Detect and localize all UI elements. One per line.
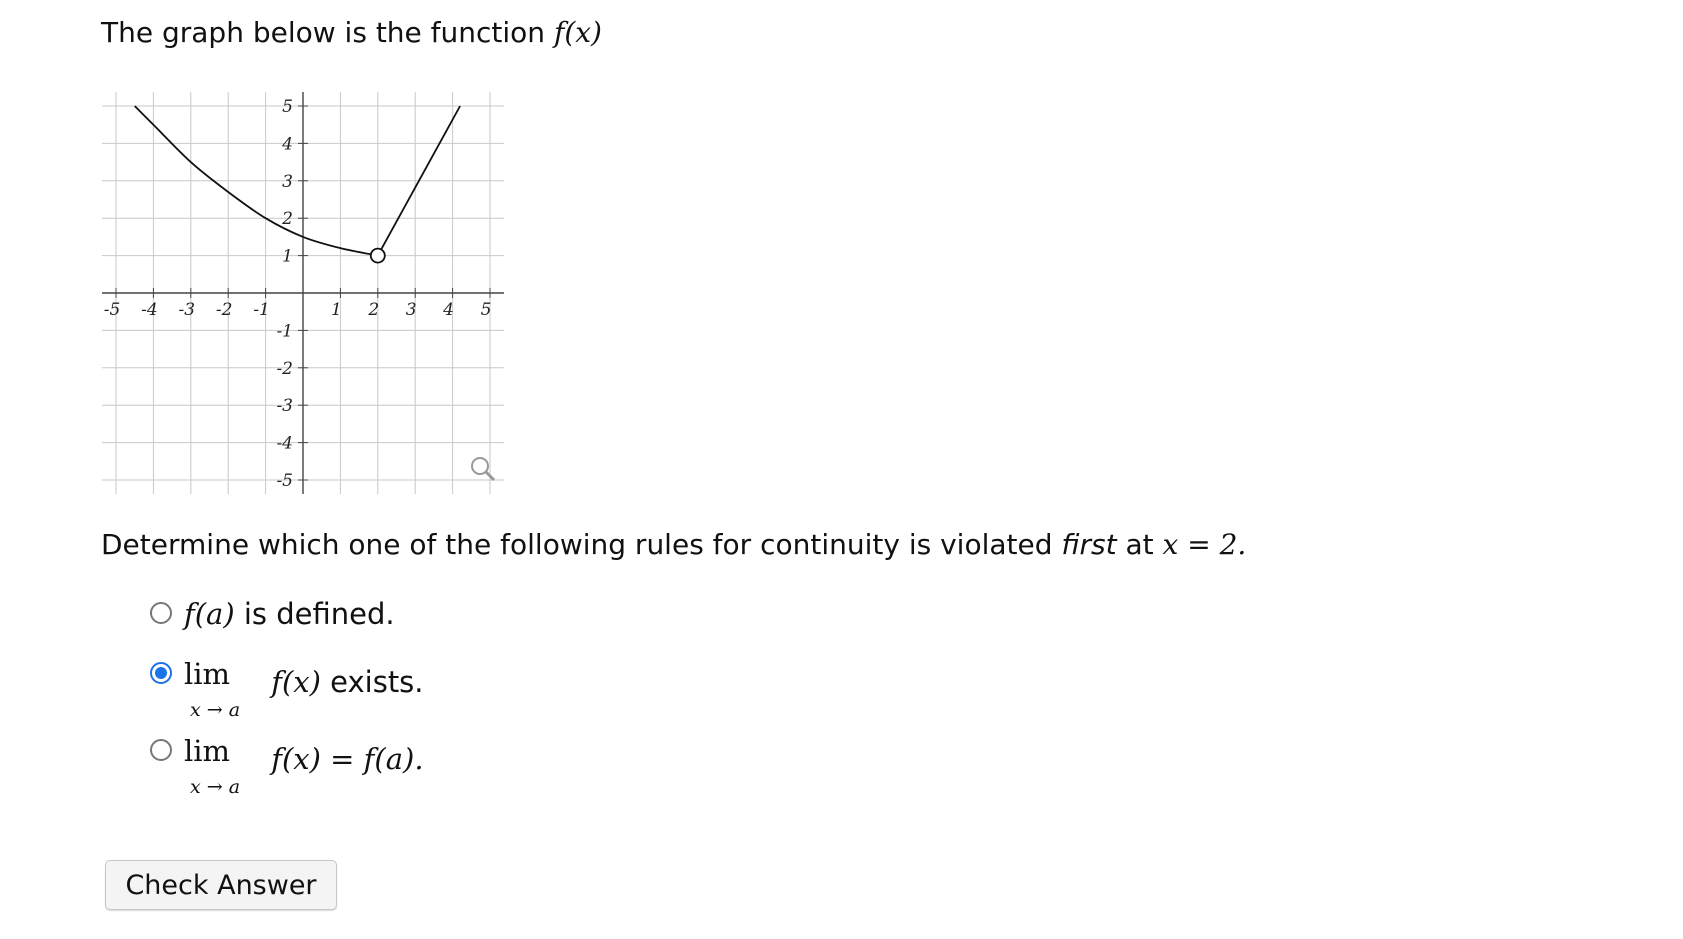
lim-word: lim: [184, 734, 231, 768]
x-tick-label: 3: [405, 300, 417, 320]
x-tick-label: -1: [253, 300, 270, 320]
x-tick-label: 2: [368, 300, 380, 320]
y-tick-label: 2: [282, 209, 293, 230]
magnifier-icon[interactable]: [472, 458, 494, 480]
y-tick-label: 3: [282, 171, 293, 192]
x-tick-label: -5: [103, 300, 121, 320]
option-text: [184, 596, 395, 632]
x-tick-label: -2: [215, 300, 233, 320]
limit-notation: [184, 733, 262, 798]
y-tick-label: 4: [282, 134, 293, 155]
option-text: [184, 656, 424, 721]
x-tick-label: 5: [480, 300, 492, 320]
x-tick-label: 4: [443, 300, 455, 320]
title-text: The graph below is the function: [101, 16, 546, 49]
y-tick-label: 1: [282, 246, 293, 267]
series: [135, 106, 460, 263]
question-title: [101, 16, 602, 49]
prompt-at: at: [1125, 528, 1154, 561]
prompt-emphasis: first: [1061, 528, 1117, 561]
y-tick-label: -2: [276, 358, 293, 379]
prompt-text: Determine which one of the following rules for continuity is violated: [101, 528, 1053, 561]
x-tick-label: 1: [330, 300, 342, 320]
option-math: f(a): [184, 597, 235, 631]
function-graph: [98, 88, 508, 498]
radio-button-selected[interactable]: [150, 662, 172, 684]
limit-notation: [184, 656, 262, 721]
option-label: exists.: [320, 665, 424, 699]
option-math: f(x) = f(a).: [271, 742, 424, 776]
option-math: f(x): [271, 665, 321, 699]
option-text: [184, 733, 424, 798]
radio-button[interactable]: [150, 602, 172, 624]
option-limit-exists[interactable]: [150, 656, 424, 721]
x-tick-label: -4: [141, 300, 158, 320]
question-prompt: [101, 528, 1246, 561]
radio-button[interactable]: [150, 739, 172, 761]
y-tick-label: -5: [276, 471, 293, 491]
lim-word: lim: [184, 657, 231, 691]
y-tick-label: -4: [276, 433, 293, 454]
lim-subscript: x → a: [190, 699, 241, 721]
option-f-defined[interactable]: [150, 596, 395, 632]
option-limit-equals-value[interactable]: [150, 733, 424, 798]
lim-subscript: x → a: [190, 776, 241, 798]
y-tick-label: 5: [282, 97, 293, 117]
y-tick-label: -1: [276, 321, 293, 342]
open-point: [371, 249, 385, 263]
axes: [102, 92, 504, 494]
title-math: f(x): [553, 16, 602, 49]
x-tick-label: -3: [178, 300, 196, 320]
option-label: is defined.: [234, 597, 395, 631]
check-answer-button[interactable]: Check Answer: [105, 860, 337, 910]
prompt-math: x = 2.: [1162, 528, 1247, 561]
y-tick-label: -3: [276, 396, 293, 417]
